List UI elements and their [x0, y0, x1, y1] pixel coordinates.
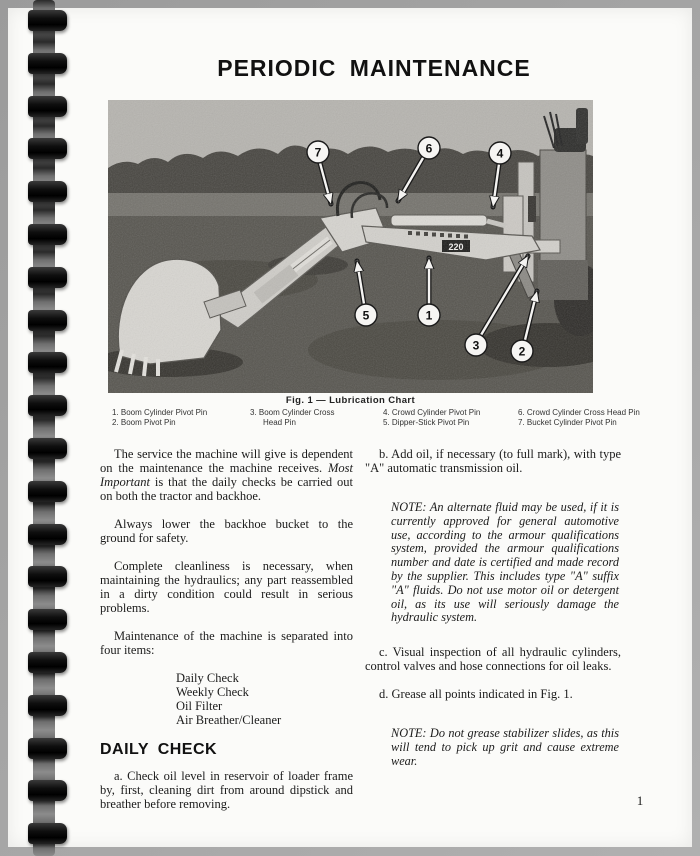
part-item: 7. Bucket Cylinder Pivot Pin	[518, 417, 617, 427]
part-item: 6. Crowd Cylinder Cross Head Pin	[518, 408, 640, 417]
part-item: 5. Dipper-Stick Pivot Pin	[383, 417, 470, 427]
svg-text:6: 6	[425, 141, 433, 156]
parts-column-4	[518, 408, 668, 427]
binding-tooth	[28, 566, 67, 587]
part-item: 3. Boom Cylinder Cross Head Pin	[250, 408, 335, 427]
parts-column-1	[112, 408, 247, 427]
binding-tooth	[28, 481, 67, 502]
binding-tooth	[28, 823, 67, 844]
paragraph-cleanliness: Complete cleanliness is necessary, when maintaining the hydraulics; any part reassembled in a dirty condition could result in serious problems.	[100, 559, 353, 615]
callout-7	[307, 141, 329, 163]
binding-tooth	[28, 609, 67, 630]
paragraph-maintenance-items: Maintenance of the machine is separated into four items:	[100, 629, 353, 657]
binding-spine	[33, 0, 55, 856]
paragraph-service	[100, 447, 353, 503]
binding-tooth	[28, 438, 67, 459]
list-item: Weekly Check	[176, 685, 249, 699]
svg-text:1: 1	[425, 308, 433, 323]
page-title: PERIODIC MAINTENANCE	[217, 55, 531, 82]
maintenance-items-list	[176, 671, 353, 727]
paragraph-step-d: d. Grease all points indicated in Fig. 1.	[379, 687, 573, 702]
lubrication-chart-photo	[108, 100, 593, 393]
figure-photo	[108, 100, 593, 393]
binding-tooth	[28, 310, 67, 331]
paragraph-service-rest: is that the daily checks be carried out on both the tractor and backhoe.	[100, 475, 353, 503]
parts-column-2	[250, 408, 345, 427]
callout-5	[355, 304, 377, 326]
binding-tooth	[28, 96, 67, 117]
part-item: 2. Boom Pivot Pin	[112, 417, 176, 427]
callout-2	[511, 340, 533, 362]
paragraph-safety: Always lower the backhoe bucket to the ground for safety.	[100, 517, 353, 545]
page-number: 1	[636, 793, 644, 808]
paragraph-service-emphasis: Most Important	[100, 461, 353, 489]
binding-tooth	[28, 181, 67, 202]
part-item: 1. Boom Cylinder Pivot Pin	[112, 408, 208, 417]
svg-text:7: 7	[314, 145, 322, 160]
figure-parts-list	[0, 408, 700, 442]
comb-binding	[24, 0, 70, 856]
binding-tooth	[28, 395, 67, 416]
svg-text:3: 3	[472, 338, 480, 353]
binding-tooth	[28, 652, 67, 673]
binding-tooth	[28, 267, 67, 288]
binding-tooth	[28, 780, 67, 801]
note-stabilizer-slides: NOTE: Do not grease stabilizer slides, as this will tend to pick up grit and cause extreme wear.	[391, 726, 619, 768]
binding-tooth	[28, 738, 67, 759]
callout-4	[489, 142, 511, 164]
list-item: Oil Filter	[176, 699, 223, 713]
figure-caption: Fig. 1 — Lubrication Chart	[285, 395, 416, 406]
paragraph-step-c: c. Visual inspection of all hydraulic cylinders, control valves and hose connections for oil leaks.	[365, 645, 621, 674]
binding-tooth	[28, 524, 67, 545]
binding-tooth	[28, 138, 67, 159]
daily-check-heading: DAILY CHECK	[100, 741, 218, 758]
list-item: Air Breather/Cleaner	[176, 713, 282, 727]
binding-tooth	[28, 10, 67, 31]
callout-6	[418, 137, 440, 159]
callout-1	[418, 304, 440, 326]
part-item: 4. Crowd Cylinder Pivot Pin	[383, 408, 481, 417]
paragraph-service-lead: The service the machine will give is dependent on the maintenance the machine receives.	[100, 447, 353, 475]
body-left-column	[100, 447, 353, 825]
body-right-column	[365, 447, 621, 783]
paragraph-step-b: b. Add oil, if necessary (to full mark), with type "A" automatic transmission oil.	[365, 447, 621, 475]
svg-text:4: 4	[496, 146, 504, 161]
binding-tooth	[28, 695, 67, 716]
list-item: Daily Check	[176, 671, 239, 685]
svg-text:2: 2	[518, 344, 526, 359]
binding-tooth	[28, 224, 67, 245]
svg-text:5: 5	[362, 308, 370, 323]
callout-3	[465, 334, 487, 356]
binding-tooth	[28, 352, 67, 373]
note-alternate-fluid: NOTE: An alternate fluid may be used, if it is currently approved for general automotive use, according to the armour qualifications system, provided the armour qualifications number and date is certified and made record by the supplier. This includes type "A" suffix "A" fluids. Do not use motor oil or detergent oil, as its use will seriously damage the hydraulic system.	[391, 500, 619, 625]
paragraph-step-a: a. Check oil level in reservoir of loader frame by, first, cleaning dirt from around dipstick and breather before removing.	[100, 769, 353, 811]
binding-tooth	[28, 53, 67, 74]
parts-column-3	[383, 408, 513, 427]
machine-model-label: 220	[448, 242, 464, 252]
